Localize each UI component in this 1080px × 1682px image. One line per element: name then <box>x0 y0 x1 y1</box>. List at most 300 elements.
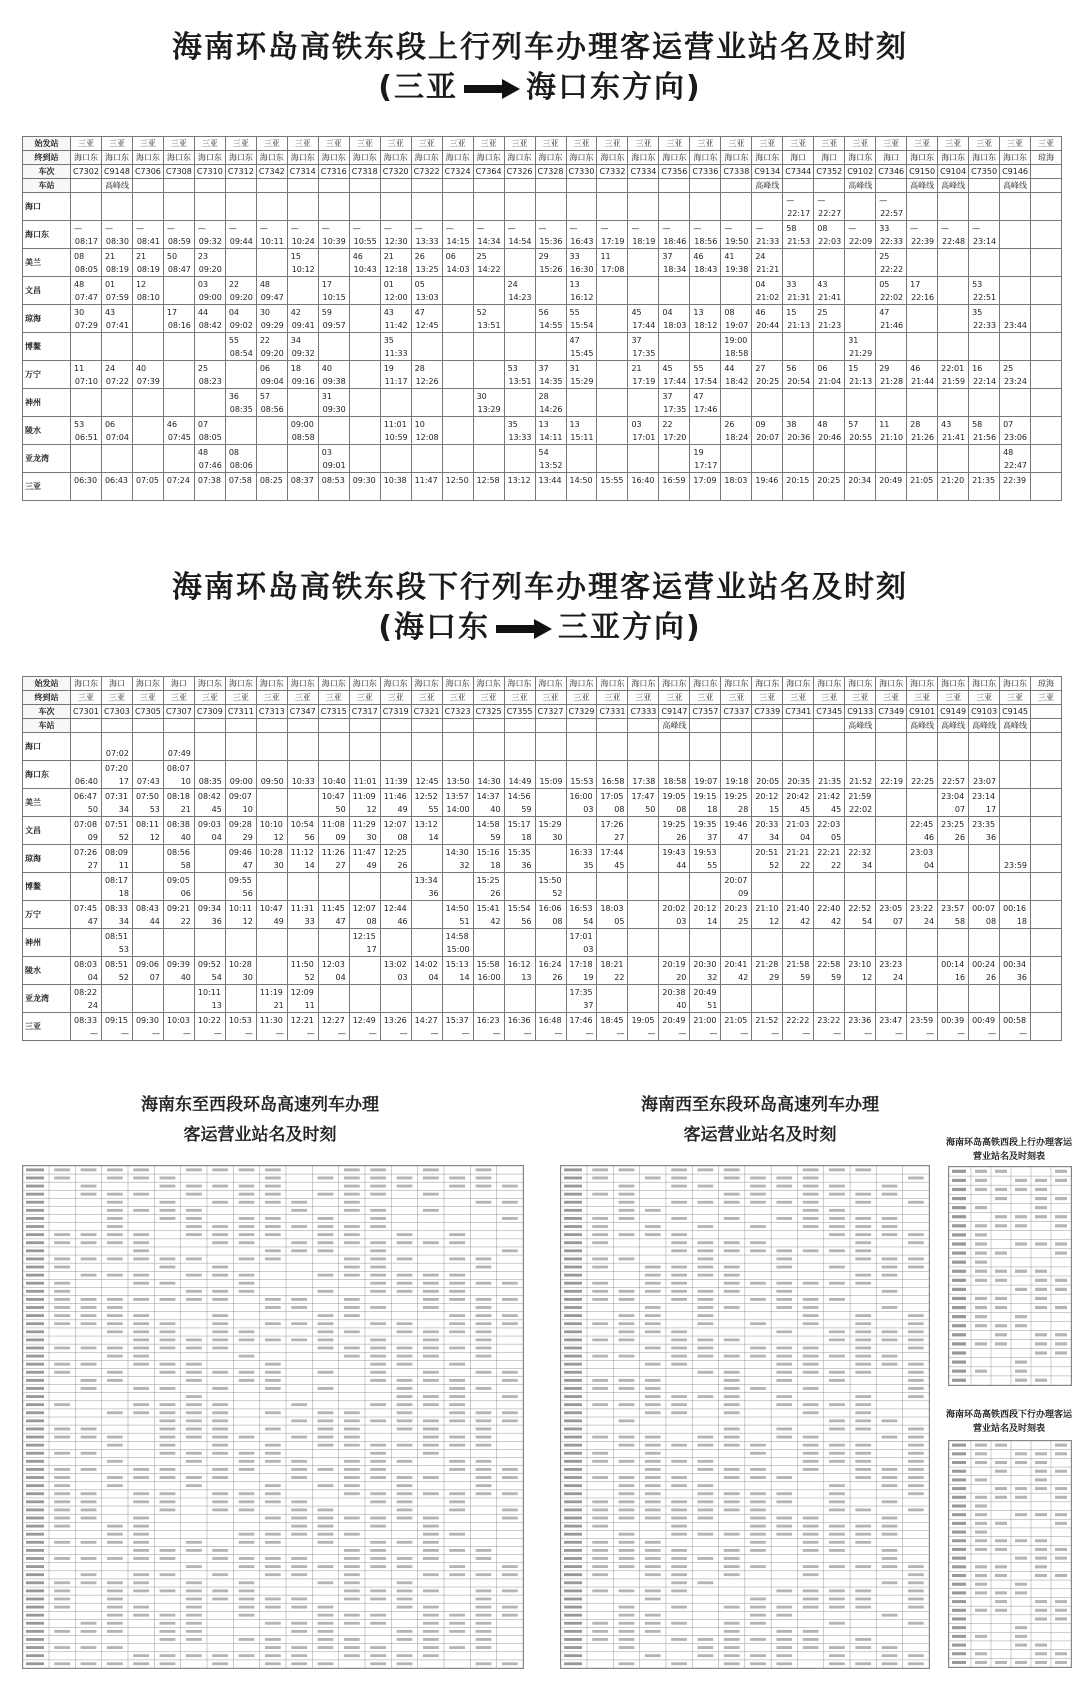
departure-time: 47 <box>87 916 98 926</box>
departure-time <box>350 887 380 900</box>
departure-time <box>350 971 380 984</box>
mini-cell-text <box>54 1371 70 1374</box>
departure-time <box>969 347 999 360</box>
time-cell <box>535 417 566 445</box>
departure-time <box>505 459 535 472</box>
mini-cell-text <box>133 1476 149 1479</box>
arrival-time: 23:03 <box>910 847 934 857</box>
mini-cell-text <box>882 1484 898 1487</box>
mini-cell-text <box>882 1225 898 1228</box>
time-cell <box>287 873 318 901</box>
departure-time <box>102 403 132 416</box>
departure-time <box>814 487 844 500</box>
time-cell <box>442 929 473 957</box>
mini-cell-text <box>908 1347 924 1350</box>
mini-cell-text <box>829 1598 845 1601</box>
time-cell <box>628 985 659 1013</box>
time-cell <box>163 473 194 501</box>
time-cell <box>101 361 132 389</box>
arrival-time: 38 <box>786 419 797 429</box>
departure-time: 18:56 <box>694 236 718 246</box>
departure-time <box>505 887 535 900</box>
mini-cell-text <box>397 1541 413 1544</box>
arrival-time: 16:53 <box>569 903 593 913</box>
mini-cell-text <box>1055 1179 1067 1182</box>
time-cell <box>380 733 411 761</box>
mini-station-text <box>564 1492 582 1495</box>
arrival-time <box>412 986 442 999</box>
station-name: 文昌 <box>23 277 71 305</box>
mini-cell-text <box>697 1533 713 1536</box>
departure-time: 18 <box>1016 916 1028 926</box>
mini-cell-text <box>318 1581 334 1584</box>
departure-time <box>226 207 256 220</box>
departure-time: 58 <box>180 860 191 870</box>
station-row <box>23 305 1062 333</box>
arrival-time: 15:16 <box>476 847 500 857</box>
departure-time: 32 <box>707 972 718 982</box>
origin-row-label: 始发站 <box>23 677 71 691</box>
arrival-time: 57 <box>259 391 270 401</box>
departure-time: 04 <box>923 860 935 870</box>
departure-time: 22:16 <box>911 292 935 302</box>
arrival-time <box>938 390 968 403</box>
mini-cell-text <box>502 1371 518 1374</box>
time-cell <box>1000 221 1031 249</box>
departure-time: — <box>337 1028 346 1038</box>
arrival-time <box>1031 194 1061 207</box>
departure-time: 07:10 <box>74 376 98 386</box>
station-name: 文昌 <box>23 817 71 845</box>
mini-cell-text <box>186 1638 202 1641</box>
mini-station-text <box>952 1270 966 1273</box>
time-cell <box>566 417 597 445</box>
departure-time: 08 <box>985 916 997 926</box>
origin-row-cell: 海口东 <box>349 677 380 691</box>
arrival-time <box>443 334 473 347</box>
departure-time: 51 <box>459 916 470 926</box>
time-cell <box>690 193 721 221</box>
departure-time <box>474 747 504 760</box>
arrival-time: 12:07 <box>352 903 376 913</box>
time-cell <box>597 473 628 501</box>
destination-row <box>23 691 1062 705</box>
mini-cell-text <box>592 1500 608 1503</box>
arrival-time <box>133 846 163 859</box>
time-cell <box>535 1013 566 1041</box>
time-cell <box>349 733 380 761</box>
time-cell <box>256 873 287 901</box>
mini-cell-text <box>370 1290 386 1293</box>
departure-time <box>1031 859 1061 872</box>
arrival-time <box>350 986 380 999</box>
time-cell <box>783 985 814 1013</box>
mini-cell-text <box>829 1460 845 1463</box>
mini-station-text <box>26 1436 44 1439</box>
mini-station-text <box>952 1206 966 1209</box>
departure-time: 28 <box>738 804 749 814</box>
arrival-time <box>628 902 658 915</box>
departure-time <box>1031 747 1061 760</box>
origin-row-cell: 海口东 <box>442 677 473 691</box>
arrival-time <box>164 986 194 999</box>
arrival-time: 23:59 <box>910 1015 934 1025</box>
departure-time: 09:20 <box>198 264 222 274</box>
destination-row-cell: 三亚 <box>380 691 411 705</box>
mini-cell-text <box>397 1444 413 1447</box>
time-cell <box>659 193 690 221</box>
departure-time <box>969 487 999 500</box>
mini-cell-text <box>724 1217 740 1220</box>
time-cell <box>566 473 597 501</box>
mini-cell-text <box>803 1403 819 1406</box>
arrival-time <box>133 306 163 319</box>
time-cell <box>845 1013 876 1041</box>
arrival-time: 08:33 <box>74 1015 98 1025</box>
arrival-time <box>133 446 163 459</box>
departure-time: 16:00 <box>477 972 501 982</box>
note-row-cell: 高峰线 <box>845 719 876 733</box>
station-name: 三亚 <box>23 473 71 501</box>
arrival-time: 45 <box>662 363 673 373</box>
mini-cell-text <box>160 1436 176 1439</box>
destination-row-cell: 三亚 <box>628 691 659 705</box>
time-cell <box>287 817 318 845</box>
mini-cell-text <box>344 1484 360 1487</box>
arrival-time: 19 <box>383 363 394 373</box>
arrival-time: — <box>259 223 268 233</box>
departure-time: 12 <box>242 916 253 926</box>
departure-time: 26 <box>490 888 501 898</box>
mini-cell-text <box>265 1257 281 1260</box>
departure-time: 09:29 <box>260 320 284 330</box>
time-cell <box>783 389 814 417</box>
train-number-row <box>23 165 1062 179</box>
mini-cell-text <box>671 1330 687 1333</box>
mini-cell-text <box>212 1654 228 1657</box>
arrival-time: 18 <box>290 363 301 373</box>
arrival-time <box>536 334 566 347</box>
mini-cell-text <box>1035 1478 1047 1481</box>
departure-time <box>257 487 287 500</box>
departure-time: 21:52 <box>849 776 873 786</box>
mini-cell-text <box>265 1573 281 1576</box>
departure-time <box>752 887 782 900</box>
arrival-time <box>1031 818 1061 831</box>
mini-cell-text <box>671 1338 687 1341</box>
time-cell <box>504 417 535 445</box>
arrival-time: 46 <box>693 251 704 261</box>
mini-cell-text <box>81 1573 97 1576</box>
arrival-time <box>721 278 751 291</box>
departure-time <box>1031 1027 1061 1040</box>
destination-row-cell: 三亚 <box>163 691 194 705</box>
arrival-time <box>319 874 349 887</box>
time-cell <box>225 817 256 845</box>
station-name: 亚龙湾 <box>23 985 71 1013</box>
mini-cell-text <box>975 1548 987 1551</box>
time-cell <box>690 957 721 985</box>
time-cell <box>535 361 566 389</box>
arrival-time: 09:28 <box>228 819 252 829</box>
arrival-time: 54 <box>538 447 549 457</box>
mini-station-text <box>26 1274 44 1277</box>
mini-cell-text <box>449 1492 465 1495</box>
mini-cell-text <box>803 1646 819 1649</box>
time-cell <box>1000 417 1031 445</box>
departure-time: 09:47 <box>260 292 284 302</box>
mini-cell-text <box>449 1363 465 1366</box>
mini-cell-text <box>776 1525 792 1528</box>
time-cell <box>876 873 907 901</box>
time-cell <box>194 249 225 277</box>
mini-cell-text <box>1035 1279 1047 1282</box>
departure-time <box>474 431 504 444</box>
time-cell <box>473 473 504 501</box>
mini-cell-text <box>160 1468 176 1471</box>
departure-time <box>505 319 535 332</box>
departure-time <box>597 375 627 388</box>
mini-cell-text <box>318 1533 334 1536</box>
arrival-time: — <box>352 223 361 233</box>
time-cell <box>318 789 349 817</box>
train-number-row-cell: C7356 <box>659 165 690 179</box>
time-cell <box>876 445 907 473</box>
arrival-time: 09:00 <box>290 419 314 429</box>
departure-time: 08 <box>366 916 377 926</box>
arrival-time <box>783 390 813 403</box>
train-number-row-cell <box>1031 165 1062 179</box>
time-cell <box>907 845 938 873</box>
mini-cell-text <box>776 1638 792 1641</box>
departure-time <box>969 263 999 276</box>
mini-station-text <box>564 1452 582 1455</box>
departure-time <box>690 747 720 760</box>
arrival-time <box>876 930 906 943</box>
mini-cell-text <box>212 1347 228 1350</box>
departure-time: — <box>585 1028 594 1038</box>
arrival-time <box>319 762 349 775</box>
arrival-time <box>597 334 627 347</box>
destination-row-cell: 三亚 <box>566 691 597 705</box>
mini-cell-text <box>186 1193 202 1196</box>
time-cell <box>907 277 938 305</box>
arrival-time <box>319 930 349 943</box>
mini-station-text <box>564 1217 582 1220</box>
time-cell <box>783 929 814 957</box>
arrival-time: 15:13 <box>445 959 469 969</box>
arrival-time: 23:25 <box>941 819 965 829</box>
time-cell <box>194 221 225 249</box>
arrival-time: 42 <box>290 307 301 317</box>
departure-time <box>164 375 194 388</box>
mini-cell-text <box>645 1508 661 1511</box>
arrival-time <box>350 334 380 347</box>
departure-time: 15:09 <box>539 776 563 786</box>
departure-time: 18 <box>521 832 532 842</box>
origin-row-label: 始发站 <box>23 137 71 151</box>
time-cell <box>163 789 194 817</box>
time-cell <box>194 445 225 473</box>
arrival-time: 20:49 <box>662 1015 686 1025</box>
mini-cell-text <box>750 1444 766 1447</box>
departure-time: 14:23 <box>508 292 532 302</box>
departure-time: 07:41 <box>105 320 129 330</box>
departure-time: 23:14 <box>973 236 997 246</box>
arrival-time: 01 <box>104 279 116 289</box>
time-cell <box>690 845 721 873</box>
arrival-time <box>536 846 566 859</box>
departure-time <box>133 319 163 332</box>
mini-cell-text <box>975 1170 987 1173</box>
arrival-time <box>443 418 473 431</box>
destination-row-cell: 海口东 <box>907 151 938 165</box>
departure-time: 16:43 <box>570 236 594 246</box>
time-cell <box>132 473 163 501</box>
time-cell <box>783 361 814 389</box>
time-cell <box>659 361 690 389</box>
origin-row-cell: 三亚 <box>721 137 752 151</box>
departure-time: 09:32 <box>291 348 315 358</box>
time-cell <box>225 473 256 501</box>
time-cell <box>659 221 690 249</box>
arrival-time <box>628 874 658 887</box>
arrival-time <box>659 874 689 887</box>
mini-cell-text <box>645 1598 661 1601</box>
mini-cell-text <box>344 1428 360 1431</box>
mini-station-text <box>564 1541 582 1544</box>
mini-cell-text <box>908 1484 924 1487</box>
arrival-time <box>752 930 782 943</box>
mini-cell-text <box>133 1541 149 1544</box>
mini-cell-text <box>829 1379 845 1382</box>
mini-cell-text <box>882 1533 898 1536</box>
mini-cell-text <box>697 1492 713 1495</box>
time-cell <box>1000 761 1031 789</box>
time-cell <box>442 417 473 445</box>
time-cell <box>938 929 969 957</box>
time-cell <box>690 277 721 305</box>
arrival-time <box>102 986 132 999</box>
mini-cell-text <box>975 1635 987 1638</box>
arrival-time: 21:03 <box>786 819 810 829</box>
mini-cell-text <box>776 1606 792 1609</box>
origin-row-cell: 三亚 <box>814 137 845 151</box>
mini-cell-text <box>423 1541 439 1544</box>
departure-time: 40 <box>180 832 191 842</box>
time-cell <box>132 733 163 761</box>
mini-cell-text <box>81 1517 97 1520</box>
time-cell <box>163 389 194 417</box>
note-row-cell <box>721 719 752 733</box>
time-cell <box>1000 929 1031 957</box>
mini-cell-text <box>449 1403 465 1406</box>
arrival-time <box>845 874 875 887</box>
mini-station-text <box>26 1565 44 1568</box>
mini-station-text <box>26 1185 44 1188</box>
time-cell <box>690 305 721 333</box>
departure-time: 54 <box>211 972 222 982</box>
departure-time <box>1000 943 1030 956</box>
mini-cell-text <box>671 1589 687 1592</box>
mini-station-text <box>26 1468 44 1471</box>
mini-cell-text <box>344 1233 360 1236</box>
mini-cell-text <box>671 1217 687 1220</box>
mini-station-text <box>26 1476 44 1479</box>
mini-cell-text <box>1015 1188 1027 1191</box>
time-cell <box>814 957 845 985</box>
departure-time <box>133 859 163 872</box>
mini-cell-text <box>975 1591 987 1594</box>
departure-time <box>381 403 411 416</box>
origin-row-cell: 三亚 <box>597 137 628 151</box>
departure-time: 18 <box>118 888 129 898</box>
departure-time: 08 <box>676 804 687 814</box>
departure-time <box>876 999 906 1012</box>
time-cell <box>349 305 380 333</box>
mini-cell-text <box>476 1411 492 1414</box>
departure-time: 22:02 <box>880 292 904 302</box>
time-cell <box>659 957 690 985</box>
destination-row-cell: 三亚 <box>101 691 132 705</box>
mini-cell-text <box>54 1257 70 1260</box>
time-cell <box>969 473 1000 501</box>
departure-time <box>1031 999 1061 1012</box>
train-number-row-label: 车次 <box>23 165 71 179</box>
mini-cell-text <box>370 1338 386 1341</box>
mini-cell-text <box>724 1549 740 1552</box>
departure-time <box>164 487 194 500</box>
mini-cell-text <box>619 1500 635 1503</box>
time-cell <box>1000 361 1031 389</box>
mini-cell-text <box>239 1557 255 1560</box>
time-cell <box>845 361 876 389</box>
arrival-time <box>907 958 937 971</box>
time-cell <box>845 305 876 333</box>
mini-cell-text <box>1055 1557 1067 1560</box>
time-cell <box>132 761 163 789</box>
mini-cell-text <box>81 1492 97 1495</box>
mini-cell-text <box>645 1541 661 1544</box>
departure-time <box>133 403 163 416</box>
mini-cell-text <box>855 1525 871 1528</box>
departure-time: 59 <box>490 832 501 842</box>
mini-cell-text <box>476 1573 492 1576</box>
time-cell <box>287 985 318 1013</box>
mini-cell-text <box>318 1274 334 1277</box>
mini-cell-text <box>697 1638 713 1641</box>
time-cell <box>349 845 380 873</box>
arrival-time: 53 <box>972 279 983 289</box>
time-cell <box>1031 761 1062 789</box>
mini-cell-text <box>995 1279 1007 1282</box>
mini-cell-text <box>476 1638 492 1641</box>
mini-cell-text <box>370 1306 386 1309</box>
mini-cell-text <box>54 1598 70 1601</box>
departure-time: 19 <box>583 972 594 982</box>
arrival-time <box>195 846 225 859</box>
time-cell <box>318 473 349 501</box>
arrival-time <box>1000 390 1030 403</box>
time-cell <box>845 389 876 417</box>
mini-cell-text <box>882 1338 898 1341</box>
departure-time: 21:13 <box>849 376 873 386</box>
arrival-time <box>164 390 194 403</box>
time-cell <box>194 929 225 957</box>
mini-cell-text <box>239 1500 255 1503</box>
arrival-time: 17 <box>910 279 921 289</box>
time-cell <box>752 733 783 761</box>
